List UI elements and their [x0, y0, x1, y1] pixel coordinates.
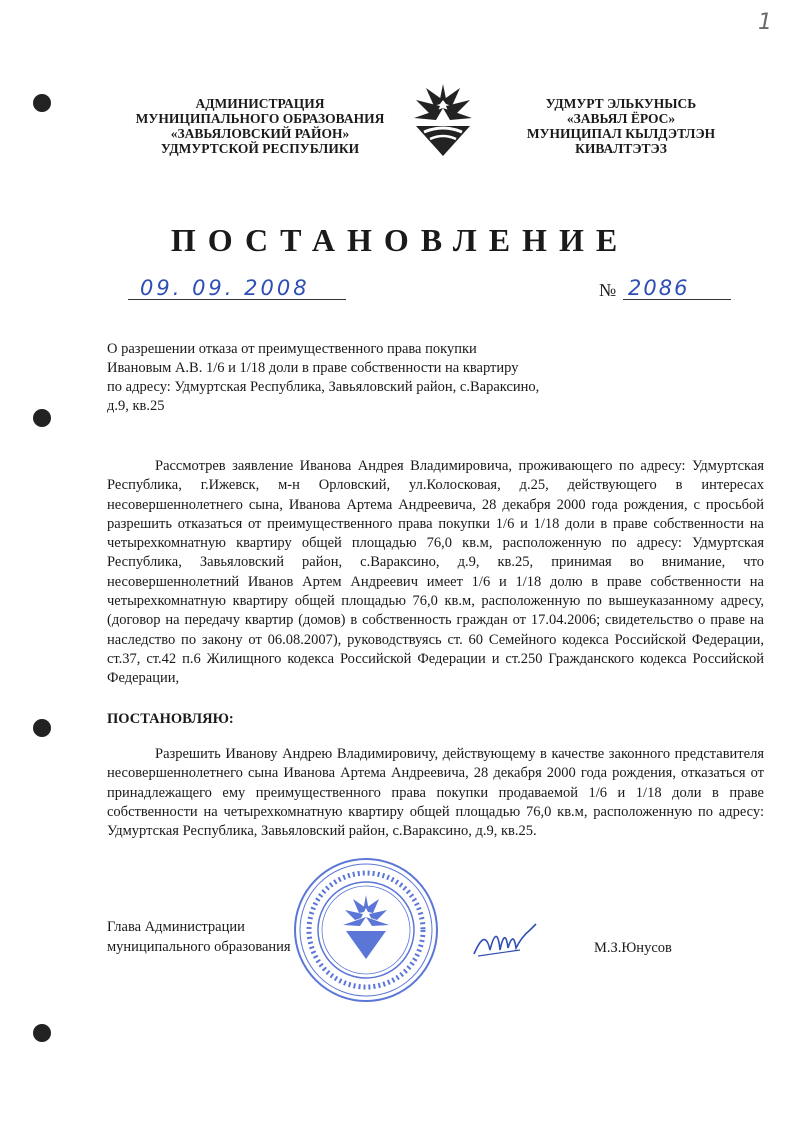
document-title: ПОСТАНОВЛЕНИЕ: [170, 222, 630, 258]
resolve-heading: ПОСТАНОВЛЯЮ:: [107, 711, 234, 727]
header-right-line: УДМУРТ ЭЛЬКУНЫСЬ: [545, 96, 697, 111]
header-left-line: АДМИНИСТРАЦИЯ: [195, 96, 325, 111]
preamble-paragraph: Рассмотрев заявление Иванова Андрея Владимировича, проживающего по адресу: Удмуртская Республика, г.Ижевск, м-н Орловский, ул.Колосковая, д.25, действующего в интересах несовершеннолетнего сына, Иванова Артема Андреевича, 28 декабря 2000 года рождения, с просьбой разрешить отказаться от преимущественного права покупки 1/6 и 1/18 доли в праве собственности на четырехкомнатную квартиру общей площадью 76,0 кв.м, расположенную по адресу: Удмуртская Республика, Завьяловский район, с.Вараксино, д.9, кв.25, принимая во внимание, что несовершеннолетний Иванов Артем Андреевич имеет 1/6 и 1/18 долю в праве собственности на четырехкомнатную квартиру общей площадью 76,0 кв.м, расположенную по вышеуказанному адресу, (договор на передачу квартир (домов) в собственность граждан от 17.04.2006; свидетельство о праве на наследство по закону от 06.08.2007), руководствуясь ст. 60 Семейного кодекса Российской Федерации, ст.37, ст.42 п.6 Жилищного кодекса Российской Федерации и ст.250 Гражданского кодекса Российской Федерации,: [107, 458, 764, 687]
signatory-name: М.З.Юнусов: [594, 940, 672, 956]
punch-hole-icon: [33, 1024, 51, 1042]
subject-line: О разрешении отказа от преимущественного права покупки: [107, 341, 477, 357]
date-underline: [128, 299, 346, 300]
header-left: [110, 96, 410, 156]
subject-line: Ивановым А.В. 1/6 и 1/18 доли в праве собственности на квартиру: [107, 360, 519, 376]
signatory-title: [107, 918, 291, 957]
header-left-line: «ЗАВЬЯЛОВСКИЙ РАЙОН»: [170, 126, 350, 141]
district-emblem-icon: [410, 78, 476, 158]
header-right-line: «ЗАВЬЯЛ ЁРОС»: [566, 111, 676, 126]
header-right-line: МУНИЦИПАЛ КЫЛДЭТЛЭН: [526, 126, 716, 141]
subject-line: д.9, кв.25: [107, 398, 165, 414]
document-date: 09. 09. 2008: [140, 276, 310, 300]
subject-line: по адресу: Удмуртская Республика, Завьяловский район, с.Вараксино,: [107, 379, 540, 395]
number-underline: [623, 299, 731, 300]
punch-hole-icon: [33, 409, 51, 427]
page-number: 1: [758, 10, 772, 35]
punch-hole-icon: [33, 94, 51, 112]
header-left-line: УДМУРТСКОЙ РЕСПУБЛИКИ: [160, 141, 360, 156]
handwritten-signature-icon: [470, 920, 540, 960]
official-round-seal-icon: [291, 855, 441, 1005]
document-number: 2086: [628, 276, 690, 300]
header-right-line: КИВАЛТЭТЭЗ: [575, 141, 667, 156]
signatory-title-line: Глава Администрации: [107, 919, 245, 935]
header-right: [505, 96, 737, 156]
number-label: №: [599, 280, 617, 300]
header-left-line: МУНИЦИПАЛЬНОГО ОБРАЗОВАНИЯ: [135, 111, 385, 126]
resolution-paragraph: Разрешить Иванову Андрею Владимировичу, действующему в качестве законного представителя несовершеннолетнего сына Иванова Артема Андреевича, 28 декабря 2000 года рождения, отказаться от принадлежащего ему преимущественного права покупки продаваемой 1/6 и 1/18 доли в праве собственности на четырехкомнатную квартиру общей площадью 76,0 кв.м, расположенную по адресу: Удмуртская Республика, Завьяловский район, с.Вараксино, д.9, кв.25.: [107, 746, 764, 840]
punch-hole-icon: [33, 719, 51, 737]
signatory-title-line: муниципального образования: [107, 938, 291, 955]
document-subject: [107, 340, 539, 416]
